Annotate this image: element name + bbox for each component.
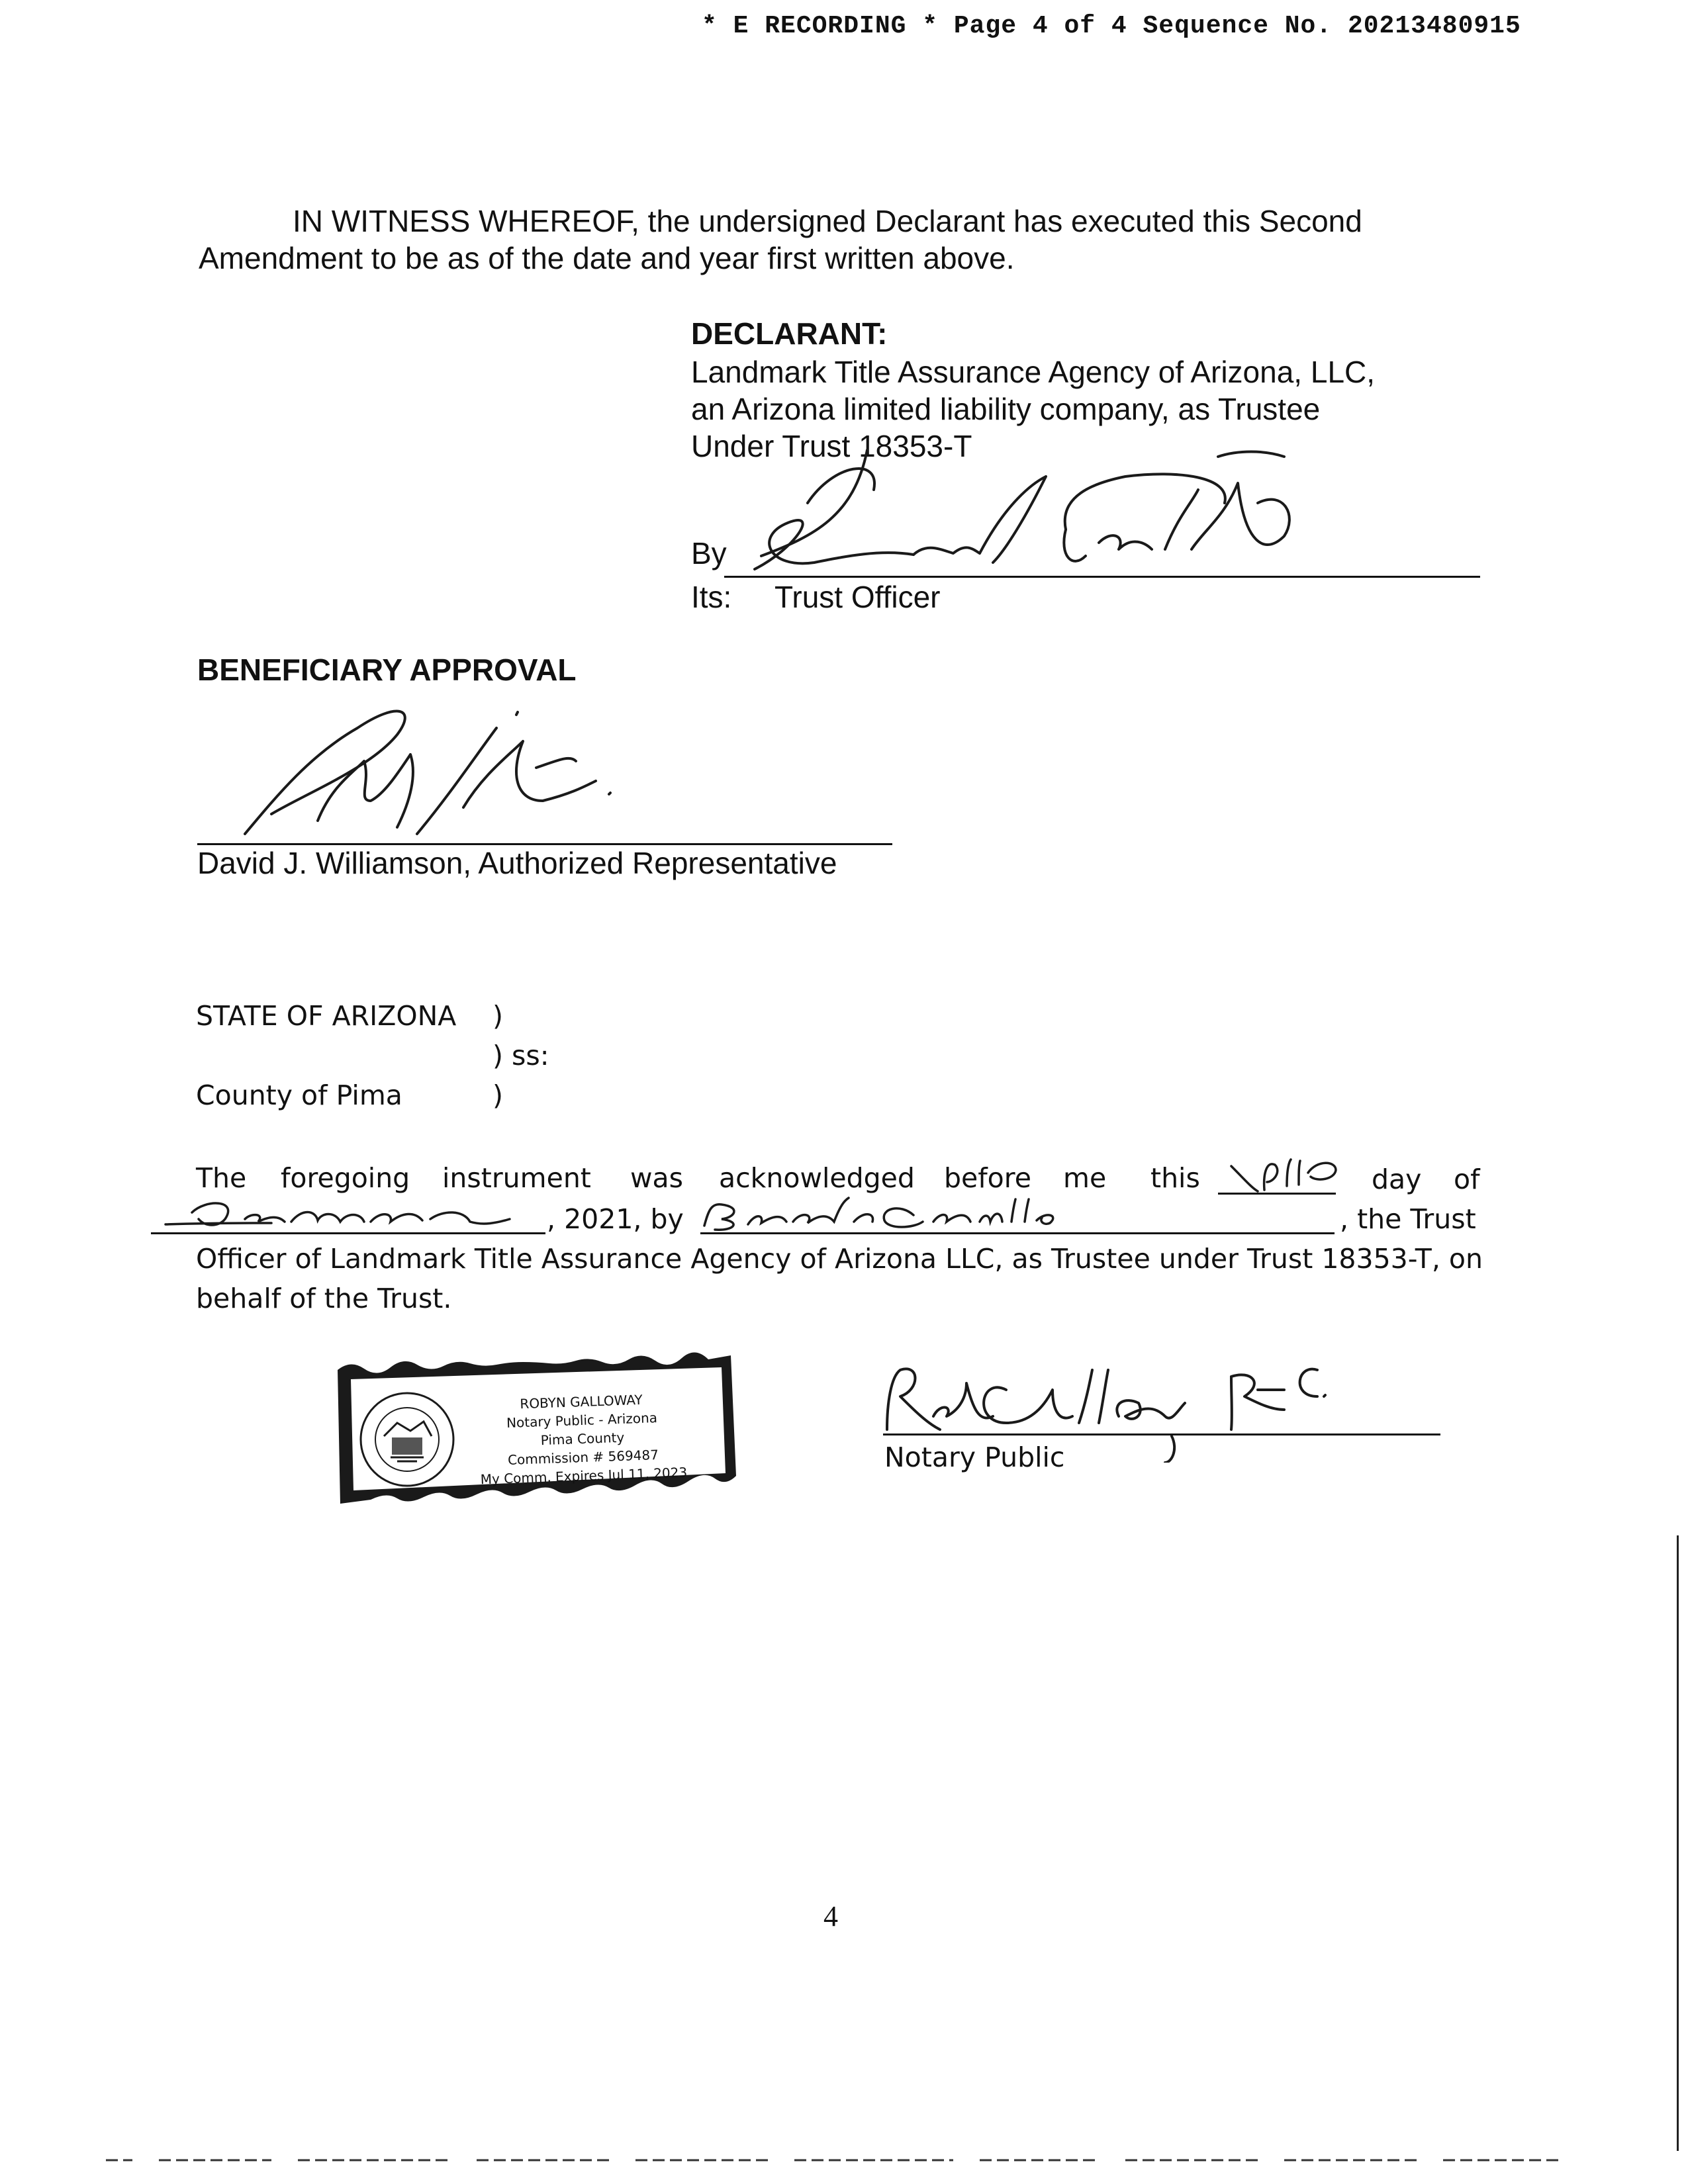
ack-line-3: Officer of Landmark Title Assurance Agency of Arizona LLC, as Trustee under Trust 18353-T, on xyxy=(196,1243,1483,1275)
declarant-line-1: Landmark Title Assurance Agency of Arizona, LLC, xyxy=(691,355,1376,389)
venue-ss: ) ss: xyxy=(492,1040,549,1071)
declarant-title: Trust Officer xyxy=(774,580,941,614)
venue-paren-top: ) xyxy=(492,1000,503,1032)
declarant-line-3: Under Trust 18353-T xyxy=(691,429,972,463)
scan-edge-mark xyxy=(1677,1535,1679,2151)
by-label: By xyxy=(691,536,727,570)
ack-year-text: , 2021, by xyxy=(547,1203,684,1235)
beneficiary-signer: David J. Williamson, Authorized Representative xyxy=(197,846,837,880)
notary-signature-line xyxy=(883,1433,1440,1435)
page-number: 4 xyxy=(823,1900,838,1933)
ack-trust-text: , the Trust xyxy=(1340,1203,1476,1235)
venue-state: STATE OF ARIZONA xyxy=(196,1000,457,1032)
venue-county: County of Pima xyxy=(196,1079,402,1111)
ack-word: The xyxy=(196,1162,247,1194)
witness-line-1: IN WITNESS WHEREOF, the undersigned Declarant has executed this Second xyxy=(293,204,1362,238)
stamp-name: ROBYN GALLOWAY xyxy=(520,1391,643,1412)
stamp-county: Pima County xyxy=(540,1429,625,1449)
ack-word: acknowledged xyxy=(719,1162,915,1194)
beneficiary-signature xyxy=(199,688,662,847)
declarant-line-2: an Arizona limited liability company, as Trustee xyxy=(691,392,1321,426)
its-label: Its: xyxy=(691,580,732,614)
handwritten-month xyxy=(152,1193,549,1236)
beneficiary-heading: BENEFICIARY APPROVAL xyxy=(197,653,577,687)
witness-line-2: Amendment to be as of the date and year first written above. xyxy=(199,241,1015,275)
handwritten-day xyxy=(1218,1153,1344,1197)
venue-paren-bottom: ) xyxy=(492,1079,503,1111)
ack-word: foregoing xyxy=(281,1162,410,1194)
state-seal-icon xyxy=(357,1390,457,1489)
ack-word: this xyxy=(1150,1162,1200,1194)
ack-of-label: of xyxy=(1454,1163,1480,1195)
handwritten-name xyxy=(695,1191,1105,1236)
ack-word: me xyxy=(1063,1162,1107,1194)
stamp-expires: My Comm. Expires Jul 11, 2023 xyxy=(480,1464,688,1488)
ack-word: before xyxy=(944,1162,1031,1194)
stamp-commission: Commission # 569487 xyxy=(507,1447,659,1468)
scan-bottom-artifacts xyxy=(106,2156,1589,2164)
ack-word: instrument xyxy=(442,1162,591,1194)
notary-stamp xyxy=(331,1350,743,1512)
stamp-title: Notary Public - Arizona xyxy=(506,1410,658,1431)
declarant-signature xyxy=(715,437,1311,609)
ack-word: was xyxy=(630,1162,684,1194)
recording-header: * E RECORDING * Page 4 of 4 Sequence No. 20213480915 xyxy=(702,12,1521,40)
notary-public-label: Notary Public xyxy=(884,1441,1065,1473)
declarant-heading: DECLARANT: xyxy=(691,316,888,351)
ack-day-label: day xyxy=(1372,1163,1422,1195)
ack-line-4: behalf of the Trust. xyxy=(196,1283,452,1314)
